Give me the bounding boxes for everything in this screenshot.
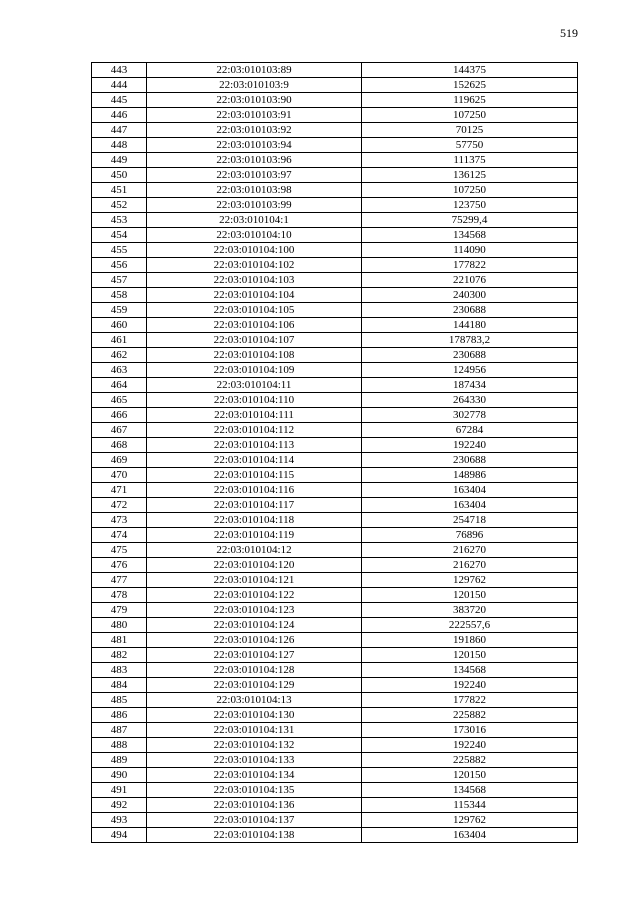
- cadastral-number-cell: 22:03:010104:115: [147, 468, 362, 483]
- cadastral-number-cell: 22:03:010104:132: [147, 738, 362, 753]
- row-number-cell: 494: [92, 828, 147, 843]
- table-row: [92, 498, 578, 513]
- cadastral-number-cell: 22:03:010104:12: [147, 543, 362, 558]
- table-row: [92, 513, 578, 528]
- table-row: [92, 258, 578, 273]
- value-cell: 107250: [362, 183, 578, 198]
- row-number-cell: 466: [92, 408, 147, 423]
- table-row: [92, 753, 578, 768]
- row-number-cell: 463: [92, 363, 147, 378]
- value-cell: 67284: [362, 423, 578, 438]
- page-number: 519: [560, 26, 578, 40]
- table-row: [92, 228, 578, 243]
- cadastral-number-cell: 22:03:010104:105: [147, 303, 362, 318]
- cadastral-number-cell: 22:03:010104:112: [147, 423, 362, 438]
- value-cell: 124956: [362, 363, 578, 378]
- row-number-cell: 456: [92, 258, 147, 273]
- table-row: [92, 348, 578, 363]
- value-cell: 264330: [362, 393, 578, 408]
- table-row: [92, 768, 578, 783]
- row-number-cell: 467: [92, 423, 147, 438]
- cadastral-number-cell: 22:03:010104:138: [147, 828, 362, 843]
- value-cell: 302778: [362, 408, 578, 423]
- table-row: [92, 828, 578, 843]
- table-row: [92, 243, 578, 258]
- cadastral-value-table: [91, 62, 578, 843]
- row-number-cell: 447: [92, 123, 147, 138]
- row-number-cell: 464: [92, 378, 147, 393]
- table-row: [92, 543, 578, 558]
- row-number-cell: 448: [92, 138, 147, 153]
- cadastral-number-cell: 22:03:010104:122: [147, 588, 362, 603]
- value-cell: 225882: [362, 708, 578, 723]
- table-row: [92, 108, 578, 123]
- table-row: [92, 363, 578, 378]
- cadastral-number-cell: 22:03:010103:90: [147, 93, 362, 108]
- cadastral-number-cell: 22:03:010103:94: [147, 138, 362, 153]
- cadastral-number-cell: 22:03:010103:99: [147, 198, 362, 213]
- value-cell: 216270: [362, 558, 578, 573]
- cadastral-number-cell: 22:03:010104:11: [147, 378, 362, 393]
- value-cell: 120150: [362, 768, 578, 783]
- table-row: [92, 63, 578, 78]
- row-number-cell: 445: [92, 93, 147, 108]
- value-cell: 230688: [362, 348, 578, 363]
- cadastral-number-cell: 22:03:010104:107: [147, 333, 362, 348]
- cadastral-number-cell: 22:03:010104:118: [147, 513, 362, 528]
- row-number-cell: 478: [92, 588, 147, 603]
- table-row: [92, 798, 578, 813]
- row-number-cell: 479: [92, 603, 147, 618]
- cadastral-number-cell: 22:03:010104:137: [147, 813, 362, 828]
- row-number-cell: 468: [92, 438, 147, 453]
- cadastral-number-cell: 22:03:010104:134: [147, 768, 362, 783]
- cadastral-number-cell: 22:03:010103:92: [147, 123, 362, 138]
- table-row: [92, 708, 578, 723]
- value-cell: 107250: [362, 108, 578, 123]
- row-number-cell: 460: [92, 318, 147, 333]
- cadastral-number-cell: 22:03:010103:89: [147, 63, 362, 78]
- cadastral-number-cell: 22:03:010104:130: [147, 708, 362, 723]
- value-cell: 119625: [362, 93, 578, 108]
- table-row: [92, 528, 578, 543]
- row-number-cell: 472: [92, 498, 147, 513]
- table-row: [92, 558, 578, 573]
- row-number-cell: 461: [92, 333, 147, 348]
- cadastral-number-cell: 22:03:010103:9: [147, 78, 362, 93]
- table-row: [92, 588, 578, 603]
- row-number-cell: 471: [92, 483, 147, 498]
- value-cell: 240300: [362, 288, 578, 303]
- row-number-cell: 483: [92, 663, 147, 678]
- value-cell: 123750: [362, 198, 578, 213]
- table-row: [92, 783, 578, 798]
- row-number-cell: 462: [92, 348, 147, 363]
- cadastral-number-cell: 22:03:010103:98: [147, 183, 362, 198]
- cadastral-number-cell: 22:03:010104:10: [147, 228, 362, 243]
- table-row: [92, 78, 578, 93]
- table-row: [92, 738, 578, 753]
- cadastral-number-cell: 22:03:010104:123: [147, 603, 362, 618]
- value-cell: 152625: [362, 78, 578, 93]
- value-cell: 177822: [362, 693, 578, 708]
- row-number-cell: 450: [92, 168, 147, 183]
- table-row: [92, 483, 578, 498]
- cadastral-number-cell: 22:03:010104:135: [147, 783, 362, 798]
- cadastral-number-cell: 22:03:010104:119: [147, 528, 362, 543]
- cadastral-number-cell: 22:03:010104:109: [147, 363, 362, 378]
- cadastral-number-cell: 22:03:010104:121: [147, 573, 362, 588]
- table-row: [92, 723, 578, 738]
- cadastral-number-cell: 22:03:010104:128: [147, 663, 362, 678]
- table-row: [92, 408, 578, 423]
- cadastral-number-cell: 22:03:010104:116: [147, 483, 362, 498]
- value-cell: 222557,6: [362, 618, 578, 633]
- value-cell: 163404: [362, 828, 578, 843]
- table-row: [92, 453, 578, 468]
- row-number-cell: 482: [92, 648, 147, 663]
- cadastral-number-cell: 22:03:010104:100: [147, 243, 362, 258]
- cadastral-number-cell: 22:03:010104:133: [147, 753, 362, 768]
- value-cell: 148986: [362, 468, 578, 483]
- table-row: [92, 678, 578, 693]
- table-row: [92, 618, 578, 633]
- cadastral-number-cell: 22:03:010103:91: [147, 108, 362, 123]
- row-number-cell: 449: [92, 153, 147, 168]
- cadastral-number-cell: 22:03:010104:117: [147, 498, 362, 513]
- row-number-cell: 453: [92, 213, 147, 228]
- row-number-cell: 489: [92, 753, 147, 768]
- cadastral-number-cell: 22:03:010104:104: [147, 288, 362, 303]
- cadastral-number-cell: 22:03:010104:114: [147, 453, 362, 468]
- table-row: [92, 93, 578, 108]
- value-cell: 120150: [362, 588, 578, 603]
- table-row: [92, 573, 578, 588]
- table-row: [92, 183, 578, 198]
- table-row: [92, 288, 578, 303]
- table-row: [92, 603, 578, 618]
- cadastral-number-cell: 22:03:010104:113: [147, 438, 362, 453]
- table-row: [92, 273, 578, 288]
- table-row: [92, 468, 578, 483]
- row-number-cell: 455: [92, 243, 147, 258]
- table-row: [92, 393, 578, 408]
- value-cell: 129762: [362, 813, 578, 828]
- table-body: [92, 63, 578, 843]
- cadastral-number-cell: 22:03:010104:136: [147, 798, 362, 813]
- value-cell: 192240: [362, 678, 578, 693]
- cadastral-number-cell: 22:03:010104:126: [147, 633, 362, 648]
- row-number-cell: 488: [92, 738, 147, 753]
- value-cell: 216270: [362, 543, 578, 558]
- row-number-cell: 481: [92, 633, 147, 648]
- table-row: [92, 438, 578, 453]
- value-cell: 191860: [362, 633, 578, 648]
- cadastral-number-cell: 22:03:010104:108: [147, 348, 362, 363]
- row-number-cell: 458: [92, 288, 147, 303]
- row-number-cell: 490: [92, 768, 147, 783]
- value-cell: 120150: [362, 648, 578, 663]
- value-cell: 136125: [362, 168, 578, 183]
- cadastral-number-cell: 22:03:010104:131: [147, 723, 362, 738]
- row-number-cell: 443: [92, 63, 147, 78]
- cadastral-number-cell: 22:03:010104:124: [147, 618, 362, 633]
- cadastral-number-cell: 22:03:010104:102: [147, 258, 362, 273]
- value-cell: 225882: [362, 753, 578, 768]
- value-cell: 111375: [362, 153, 578, 168]
- value-cell: 383720: [362, 603, 578, 618]
- value-cell: 187434: [362, 378, 578, 393]
- table-row: [92, 648, 578, 663]
- value-cell: 177822: [362, 258, 578, 273]
- row-number-cell: 475: [92, 543, 147, 558]
- value-cell: 192240: [362, 438, 578, 453]
- row-number-cell: 446: [92, 108, 147, 123]
- value-cell: 163404: [362, 483, 578, 498]
- value-cell: 75299,4: [362, 213, 578, 228]
- row-number-cell: 493: [92, 813, 147, 828]
- row-number-cell: 470: [92, 468, 147, 483]
- value-cell: 114090: [362, 243, 578, 258]
- value-cell: 134568: [362, 228, 578, 243]
- row-number-cell: 474: [92, 528, 147, 543]
- cadastral-number-cell: 22:03:010104:106: [147, 318, 362, 333]
- row-number-cell: 480: [92, 618, 147, 633]
- value-cell: 173016: [362, 723, 578, 738]
- value-cell: 70125: [362, 123, 578, 138]
- row-number-cell: 476: [92, 558, 147, 573]
- value-cell: 230688: [362, 453, 578, 468]
- value-cell: 254718: [362, 513, 578, 528]
- row-number-cell: 452: [92, 198, 147, 213]
- cadastral-number-cell: 22:03:010104:127: [147, 648, 362, 663]
- value-cell: 129762: [362, 573, 578, 588]
- value-cell: 144180: [362, 318, 578, 333]
- cadastral-number-cell: 22:03:010104:129: [147, 678, 362, 693]
- table-row: [92, 213, 578, 228]
- table-row: [92, 813, 578, 828]
- row-number-cell: 473: [92, 513, 147, 528]
- cadastral-number-cell: 22:03:010103:96: [147, 153, 362, 168]
- value-cell: 134568: [362, 783, 578, 798]
- value-cell: 134568: [362, 663, 578, 678]
- table-row: [92, 423, 578, 438]
- row-number-cell: 492: [92, 798, 147, 813]
- table-row: [92, 378, 578, 393]
- table-row: [92, 333, 578, 348]
- table-row: [92, 633, 578, 648]
- row-number-cell: 484: [92, 678, 147, 693]
- row-number-cell: 457: [92, 273, 147, 288]
- row-number-cell: 459: [92, 303, 147, 318]
- row-number-cell: 487: [92, 723, 147, 738]
- row-number-cell: 454: [92, 228, 147, 243]
- table-row: [92, 153, 578, 168]
- cadastral-number-cell: 22:03:010104:110: [147, 393, 362, 408]
- table-row: [92, 303, 578, 318]
- value-cell: 221076: [362, 273, 578, 288]
- cadastral-number-cell: 22:03:010104:13: [147, 693, 362, 708]
- row-number-cell: 485: [92, 693, 147, 708]
- value-cell: 76896: [362, 528, 578, 543]
- table-row: [92, 318, 578, 333]
- row-number-cell: 491: [92, 783, 147, 798]
- cadastral-number-cell: 22:03:010103:97: [147, 168, 362, 183]
- table-row: [92, 123, 578, 138]
- row-number-cell: 451: [92, 183, 147, 198]
- value-cell: 115344: [362, 798, 578, 813]
- table-row: [92, 168, 578, 183]
- cadastral-number-cell: 22:03:010104:111: [147, 408, 362, 423]
- value-cell: 57750: [362, 138, 578, 153]
- value-cell: 178783,2: [362, 333, 578, 348]
- value-cell: 144375: [362, 63, 578, 78]
- table-row: [92, 198, 578, 213]
- row-number-cell: 465: [92, 393, 147, 408]
- cadastral-number-cell: 22:03:010104:120: [147, 558, 362, 573]
- cadastral-number-cell: 22:03:010104:103: [147, 273, 362, 288]
- row-number-cell: 444: [92, 78, 147, 93]
- cadastral-number-cell: 22:03:010104:1: [147, 213, 362, 228]
- table-row: [92, 663, 578, 678]
- table-row: [92, 138, 578, 153]
- row-number-cell: 477: [92, 573, 147, 588]
- table-row: [92, 693, 578, 708]
- value-cell: 230688: [362, 303, 578, 318]
- row-number-cell: 486: [92, 708, 147, 723]
- value-cell: 163404: [362, 498, 578, 513]
- row-number-cell: 469: [92, 453, 147, 468]
- value-cell: 192240: [362, 738, 578, 753]
